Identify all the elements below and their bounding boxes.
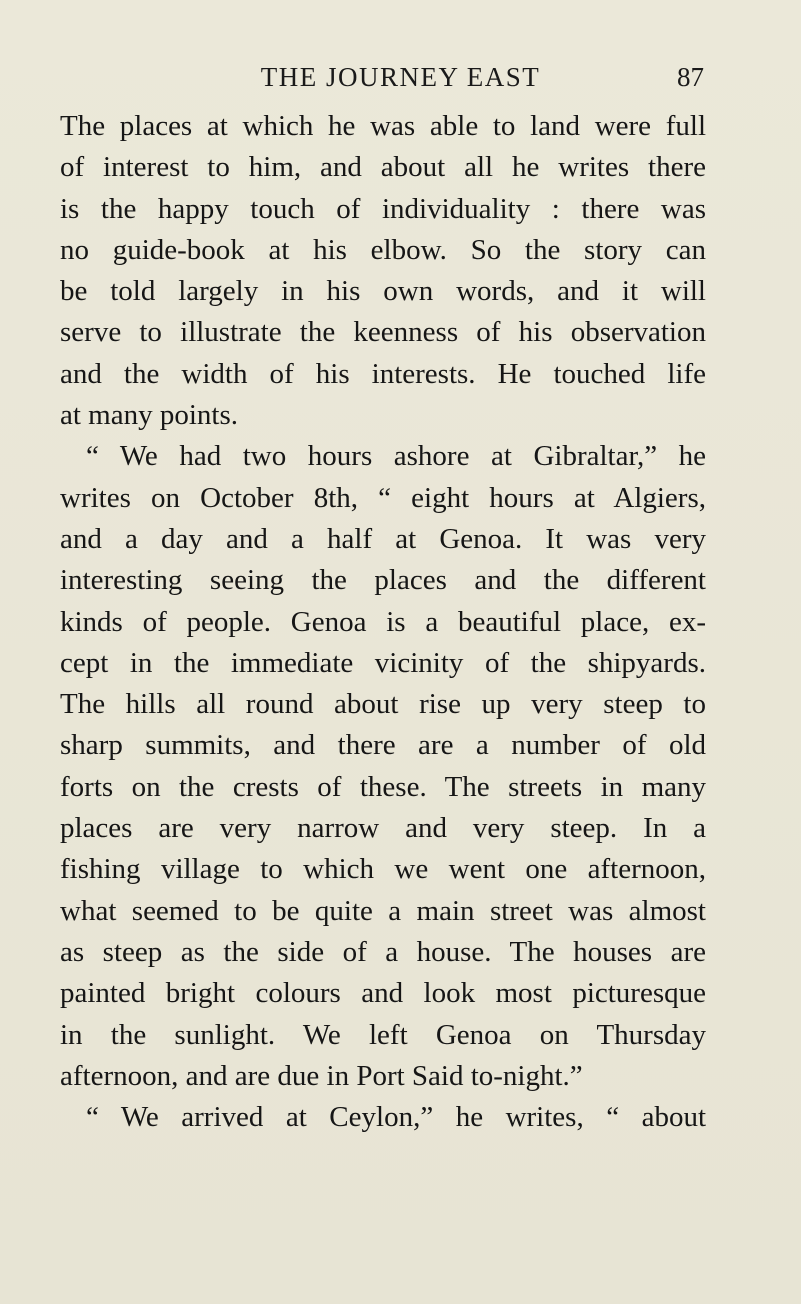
text-line: “ We arrived at Ceylon,” he writes, “ about — [86, 1101, 706, 1134]
text-line: forts on the crests of these. The streets in many — [60, 770, 706, 803]
text-line: no guide-book at his elbow. So the story can — [60, 233, 706, 266]
text-line: fishing village to which we went one afternoon, — [60, 853, 706, 886]
text-line: interesting seeing the places and the different — [60, 564, 706, 597]
text-line: be told largely in his own words, and it will — [60, 275, 706, 308]
text-line: and a day and a half at Genoa. It was very — [60, 522, 706, 555]
running-head-title: THE JOURNEY EAST — [260, 62, 541, 92]
text-line: writes on October 8th, “ eight hours at Algiers, — [60, 481, 706, 514]
text-line: as steep as the side of a house. The houses are — [60, 935, 706, 968]
text-line: places are very narrow and very steep. In a — [60, 812, 706, 845]
text-line: at many points. — [60, 399, 239, 432]
text-line: is the happy touch of individuality : there was — [60, 192, 706, 225]
text-line: “ We had two hours ashore at Gibraltar,” he — [86, 440, 706, 473]
text-line: sharp summits, and there are a number of old — [60, 729, 706, 762]
text-line: serve to illustrate the keenness of his observation — [60, 316, 706, 349]
text-line: afternoon, and are due in Port Said to-night.” — [60, 1059, 583, 1092]
text-line: of interest to him, and about all he writes there — [60, 151, 706, 184]
text-line: The places at which he was able to land were full — [60, 110, 706, 142]
text-line: and the width of his interests. He touched life — [60, 357, 706, 390]
text-line: painted bright colours and look most picturesque — [60, 977, 706, 1010]
text-line: cept in the immediate vicinity of the shipyards. — [60, 646, 706, 679]
body-text — [60, 106, 706, 1138]
text-line: what seemed to be quite a main street was almost — [60, 894, 706, 927]
text-line: in the sunlight. We left Genoa on Thursday — [60, 1018, 706, 1051]
running-head — [0, 60, 801, 94]
page-number: 87 — [677, 62, 704, 92]
text-line: kinds of people. Genoa is a beautiful place, ex- — [60, 605, 706, 638]
text-line: The hills all round about rise up very steep to — [60, 688, 706, 721]
